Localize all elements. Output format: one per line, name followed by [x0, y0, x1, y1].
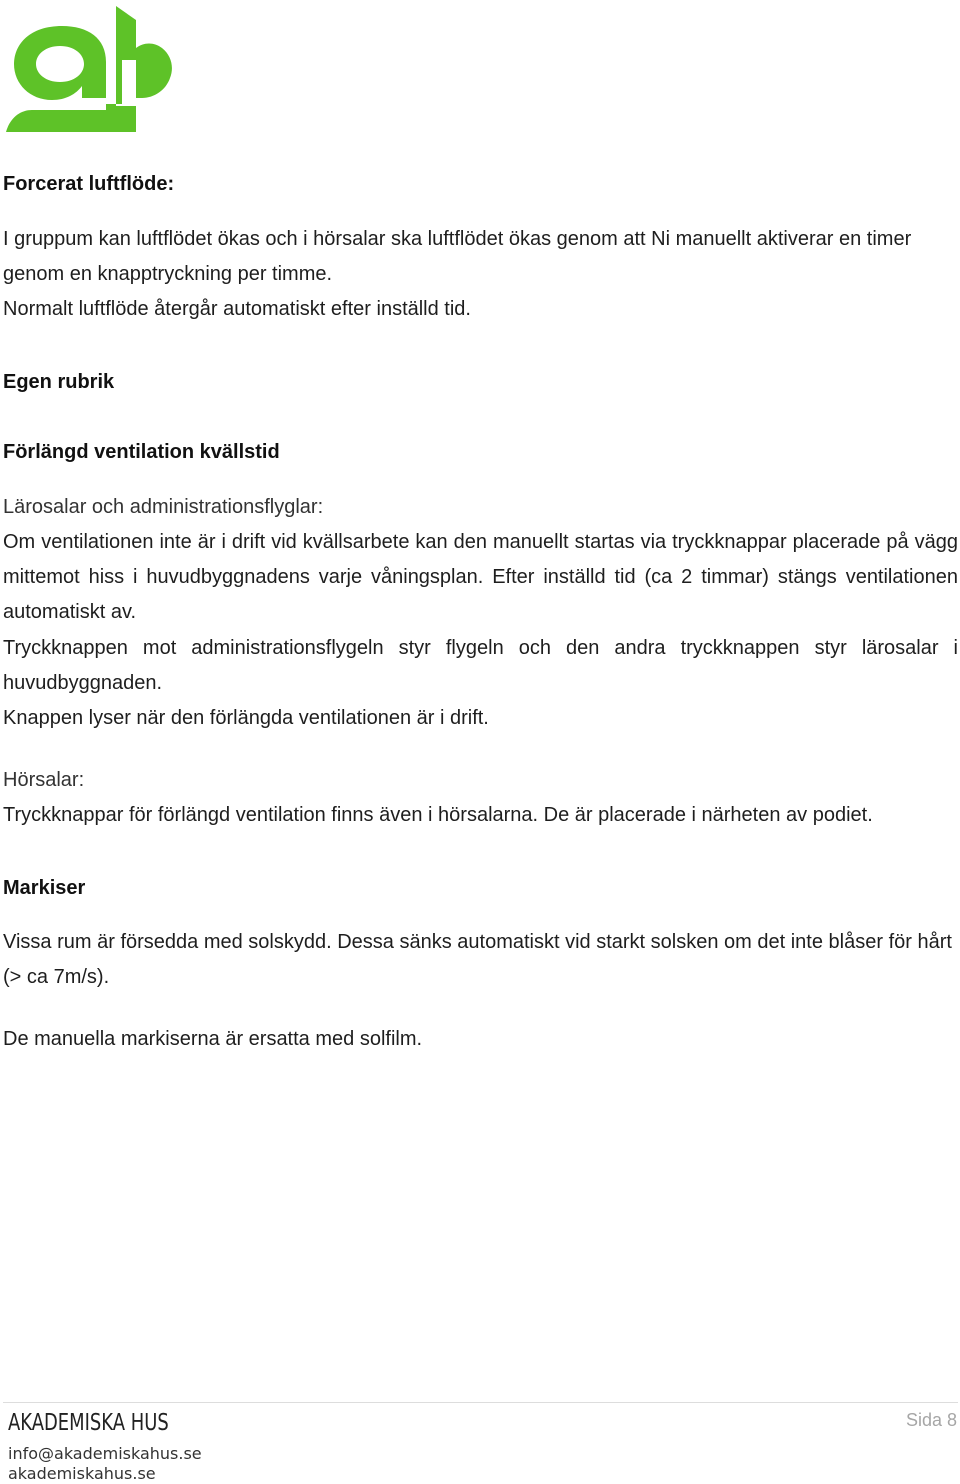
- akademiska-hus-logo-icon: [2, 2, 174, 134]
- heading-egen-rubrik: Egen rubrik: [3, 371, 115, 393]
- paragraph-forlangd-1: Om ventilationen inte är i drift vid kvällsarbete kan den manuellt startas via tryckknappar placerade på vägg mittemot hiss i huvudbyggnadens varje våningsplan. Efter inställd tid (ca 2 timmar) stängs ventilationen automatiskt av.: [3, 531, 958, 623]
- subheading-larosalar: Lärosalar och administrationsflyglar:: [3, 496, 324, 518]
- heading-forlangd-ventilation: Förlängd ventilation kvällstid: [3, 441, 280, 463]
- subheading-horsalar: Hörsalar:: [3, 769, 85, 791]
- page-number: Sida 8: [905, 1410, 957, 1430]
- paragraph-forcerat-2: Normalt luftflöde återgår automatiskt efter inställd tid.: [3, 298, 471, 320]
- footer-divider: [3, 1402, 958, 1403]
- footer-website[interactable]: akademiskahus.se: [8, 1464, 156, 1483]
- heading-forcerat-luftflode: Forcerat luftflöde:: [3, 173, 175, 195]
- paragraph-forlangd-3: Knappen lyser när den förlängda ventilationen är i drift.: [3, 707, 489, 729]
- paragraph-forlangd-2: Tryckknappen mot administrationsflygeln styr flygeln och den andra tryckknappen styr lärosalar i huvudbyggnaden.: [3, 637, 958, 694]
- paragraph-forcerat-1: I gruppum kan luftflödet ökas och i hörsalar ska luftflödet ökas genom att Ni manuellt aktiverar en timer genom en knapptryckning per timme.: [3, 228, 912, 285]
- paragraph-markiser-1: Vissa rum är försedda med solskydd. Dessa sänks automatiskt vid starkt solsken om det inte blåser för hårt (> ca 7m/s).: [3, 931, 952, 988]
- paragraph-markiser-2: De manuella markiserna är ersatta med solfilm.: [3, 1028, 423, 1050]
- heading-markiser: Markiser: [3, 877, 86, 899]
- footer-email[interactable]: info@akademiskahus.se: [8, 1444, 202, 1463]
- paragraph-forlangd-4: Tryckknappar för förlängd ventilation finns även i hörsalarna. De är placerade i närheten av podiet.: [3, 804, 873, 826]
- footer-brand: AKADEMISKA HUS: [8, 1410, 169, 1436]
